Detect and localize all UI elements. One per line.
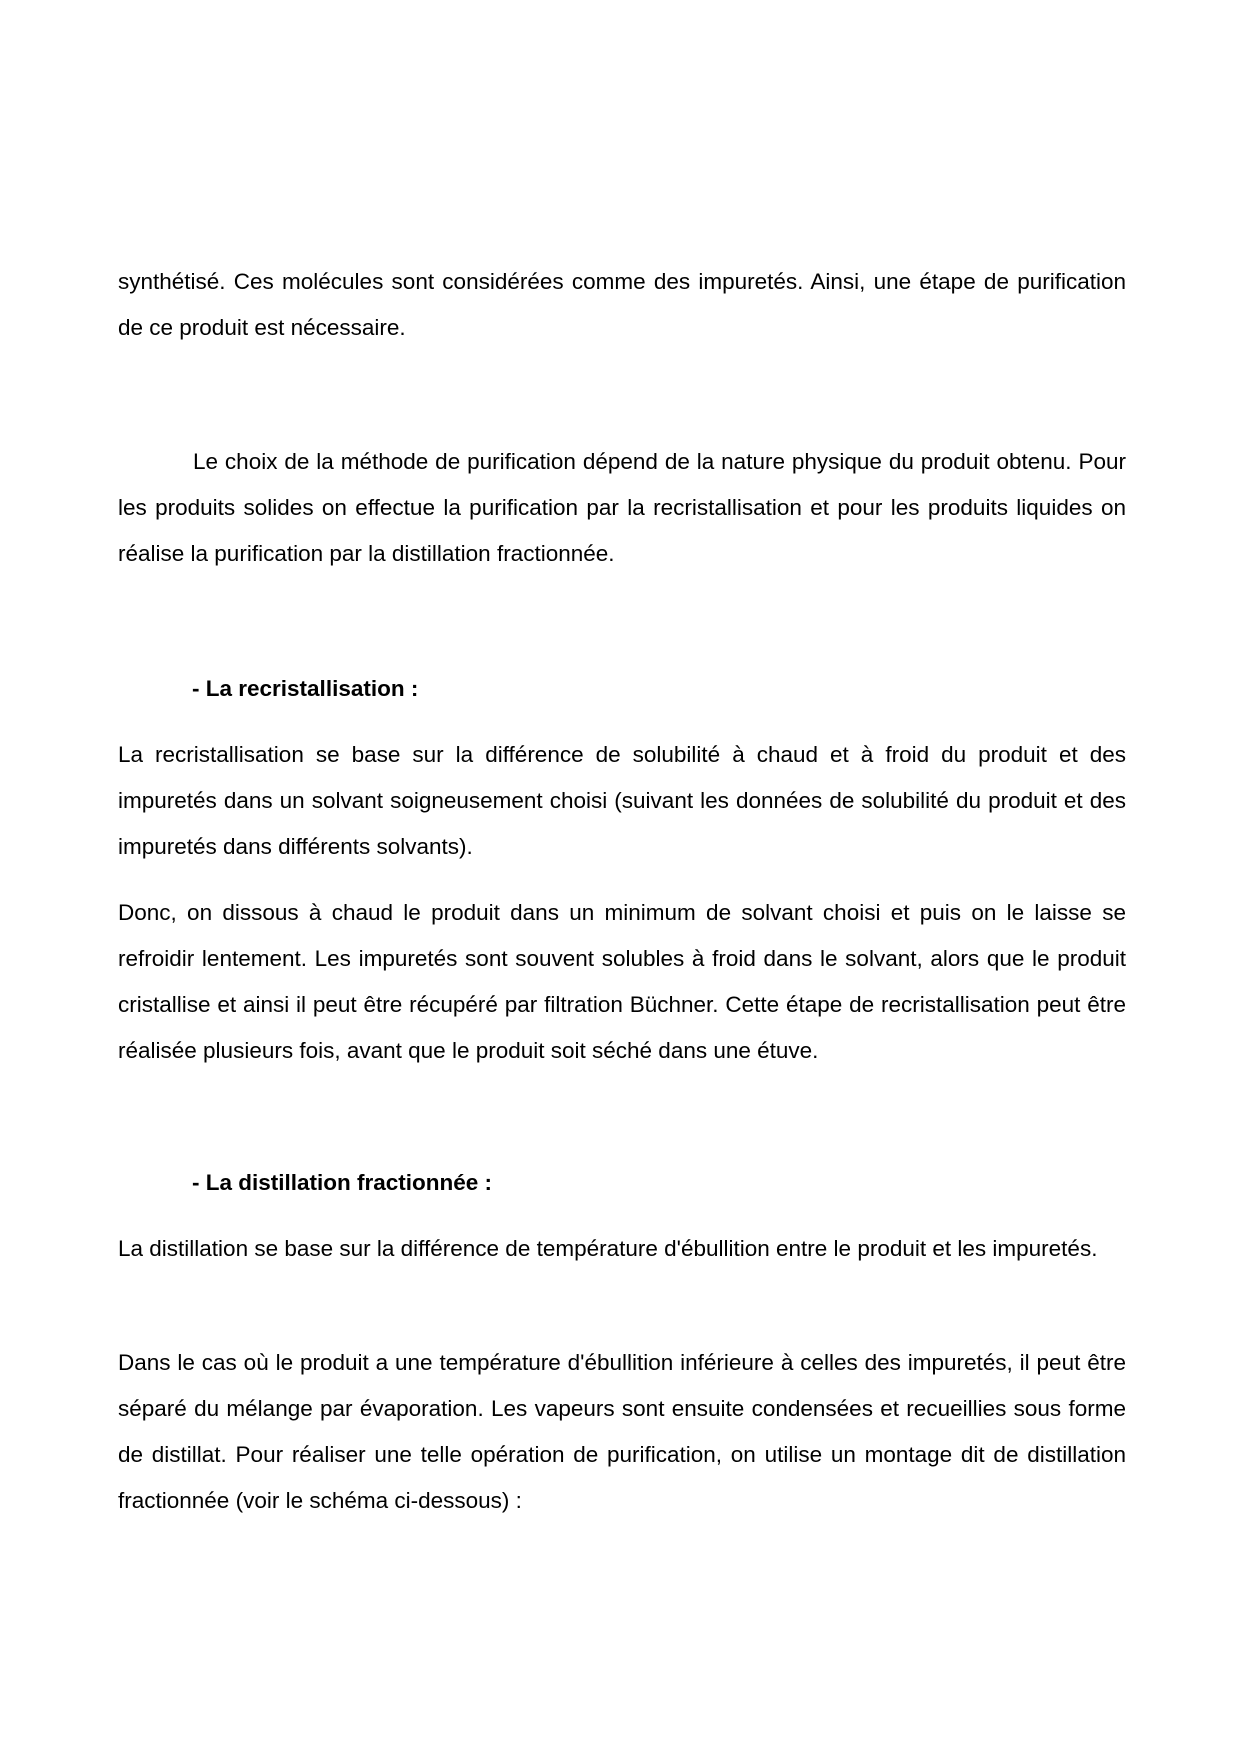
distillation-paragraph-2: Dans le cas où le produit a une température d'ébullition inférieure à celles des impuretés, il peut être séparé du mélange par évaporation. Les vapeurs sont ensuite condensées et recueillies sous forme de distillat. Pour réaliser une telle opération de purification, on utilise un montage dit de distillation fractionnée (voir le schéma ci-dessous) : <box>118 1350 1126 1513</box>
distillation-heading: - La distillation fractionnée : <box>192 1170 493 1195</box>
distillation-paragraph-1: La distillation se base sur la différence de température d'ébullition entre le produit et les impuretés. <box>118 1236 1098 1261</box>
intro-paragraph: synthétisé. Ces molécules sont considérées comme des impuretés. Ainsi, une étape de purification de ce produit est nécessaire. <box>118 269 1126 340</box>
recrystallization-paragraph-2: Donc, on dissous à chaud le produit dans un minimum de solvant choisi et puis on le laisse se refroidir lentement. Les impuretés sont souvent solubles à froid dans le solvant, alors que le produit cristallise et ainsi il peut être récupéré par filtration Büchner. Cette étape de recristallisation peut être réalisée plusieurs fois, avant que le produit soit séché dans une étuve. <box>118 900 1126 1063</box>
recrystallization-heading: - La recristallisation : <box>192 676 419 701</box>
recrystallization-paragraph-1: La recristallisation se base sur la différence de solubilité à chaud et à froid du produit et des impuretés dans un solvant soigneusement choisi (suivant les données de solubilité du produit et des impuretés dans différents solvants). <box>118 742 1126 859</box>
method-choice-paragraph: Le choix de la méthode de purification dépend de la nature physique du produit obtenu. Pour les produits solides on effectue la purification par la recristallisation et pour les produits liquides on réalise la purification par la distillation fractionnée. <box>118 449 1126 566</box>
